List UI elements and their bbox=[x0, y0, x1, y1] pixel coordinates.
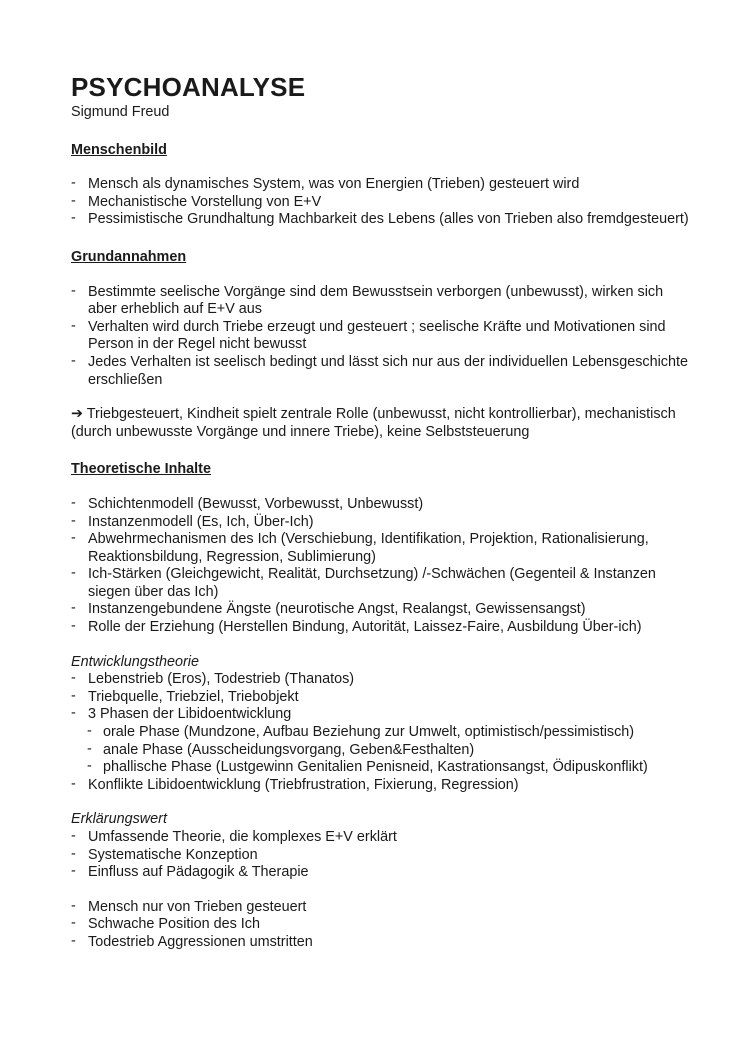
grundannahmen-conclusion: ➔ Triebgesteuert, Kindheit spielt zentrale Rolle (unbewusst, nicht kontrollierbar), mechanistisch (durch unbewusste Vorgänge und innere Triebe), keine Selbststeuerung bbox=[71, 406, 676, 440]
section-heading-menschenbild: Menschenbild bbox=[71, 141, 167, 158]
sub-list-item: - phallische Phase (Lustgewinn Genitalien Penisneid, Kastrationsangst, Ödipuskonflikt) bbox=[71, 759, 691, 777]
sub-list-item: - anale Phase (Ausscheidungsvorgang, Geben&Festhalten) bbox=[71, 742, 691, 760]
entwicklungstheorie-list bbox=[71, 671, 691, 794]
section-heading-theoretische-inhalte: Theoretische Inhalte bbox=[71, 461, 211, 478]
list-item: - Schichtenmodell (Bewusst, Vorbewusst, Unbewusst) bbox=[71, 496, 691, 514]
erklaerungswert-pro-list bbox=[71, 829, 691, 882]
list-item: - Rolle der Erziehung (Herstellen Bindung, Autorität, Laissez-Faire, Ausbildung Über-ich) bbox=[71, 619, 691, 637]
menschenbild-list bbox=[71, 176, 691, 229]
list-item: - Lebenstrieb (Eros), Todestrieb (Thanatos) bbox=[71, 671, 691, 689]
list-item: - Instanzengebundene Ängste (neurotische Angst, Realangst, Gewissensangst) bbox=[71, 601, 691, 619]
page-title: PSYCHOANALYSE bbox=[71, 72, 306, 102]
list-item: - Einfluss auf Pädagogik & Therapie bbox=[71, 864, 691, 882]
list-item: - Instanzenmodell (Es, Ich, Über-Ich) bbox=[71, 514, 691, 532]
grundannahmen-list bbox=[71, 284, 691, 390]
list-item: - 3 Phasen der Libidoentwicklung bbox=[71, 706, 691, 724]
list-item: - Mensch als dynamisches System, was von Energien (Trieben) gesteuert wird bbox=[71, 176, 691, 194]
list-item: - Mensch nur von Trieben gesteuert bbox=[71, 899, 691, 917]
document-content bbox=[71, 72, 691, 952]
erklaerungswert-contra-list bbox=[71, 899, 691, 952]
list-item: - Bestimmte seelische Vorgänge sind dem Bewusstsein verborgen (unbewusst), wirken sich aber erheblich auf E+V aus bbox=[71, 284, 691, 319]
page-subtitle: Sigmund Freud bbox=[71, 104, 170, 120]
subsection-heading-entwicklungstheorie: Entwicklungstheorie bbox=[71, 653, 199, 670]
subsection-heading-erklaerungswert: Erklärungswert bbox=[71, 811, 167, 828]
list-item: - Verhalten wird durch Triebe erzeugt und gesteuert ; seelische Kräfte und Motivationen sind Person in der Regel nicht bewusst bbox=[71, 319, 691, 354]
list-item: - Todestrieb Aggressionen umstritten bbox=[71, 934, 691, 952]
list-item: - Systematische Konzeption bbox=[71, 847, 691, 865]
section-heading-grundannahmen: Grundannahmen bbox=[71, 248, 187, 265]
list-item: - Mechanistische Vorstellung von E+V bbox=[71, 194, 691, 212]
list-item: - Schwache Position des Ich bbox=[71, 916, 691, 934]
sub-list-item: - orale Phase (Mundzone, Aufbau Beziehung zur Umwelt, optimistisch/pessimistisch) bbox=[71, 724, 691, 742]
list-item: - Konflikte Libidoentwicklung (Triebfrustration, Fixierung, Regression) bbox=[71, 777, 691, 795]
list-item: - Abwehrmechanismen des Ich (Verschiebung, Identifikation, Projektion, Rationalisierung, Reaktionsbildung, Regression, Sublimierung) bbox=[71, 531, 691, 566]
list-item: - Ich-Stärken (Gleichgewicht, Realität, Durchsetzung) /-Schwächen (Gegenteil & Instanzen siegen über das Ich) bbox=[71, 566, 691, 601]
list-item: - Umfassende Theorie, die komplexes E+V erklärt bbox=[71, 829, 691, 847]
list-item: - Triebquelle, Triebziel, Triebobjekt bbox=[71, 689, 691, 707]
list-item: - Pessimistische Grundhaltung Machbarkeit des Lebens (alles von Trieben also fremdgesteuert) bbox=[71, 211, 691, 229]
list-item: - Jedes Verhalten ist seelisch bedingt und lässt sich nur aus der individuellen Lebensgeschichte erschließen bbox=[71, 354, 691, 389]
theoretische-inhalte-list bbox=[71, 496, 691, 637]
